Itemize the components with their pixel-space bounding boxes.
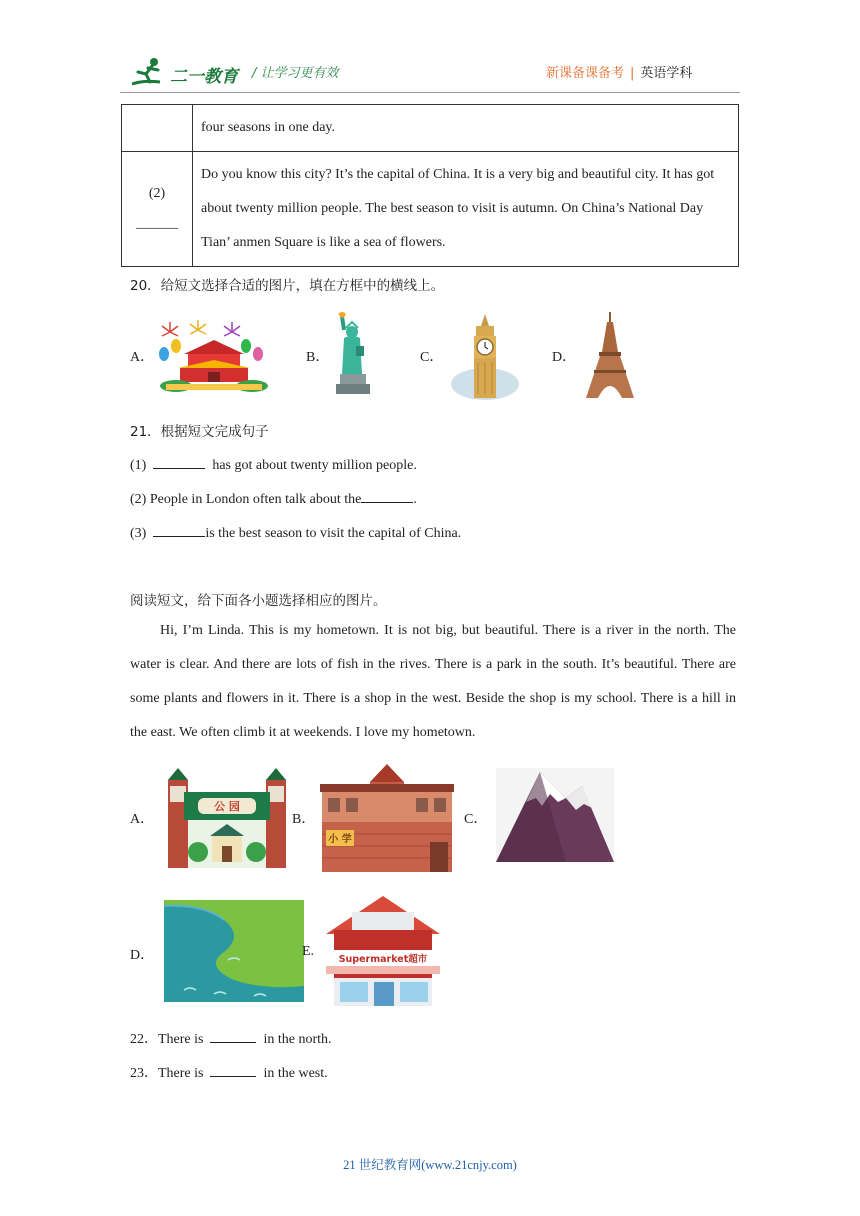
statue-of-liberty-icon — [330, 312, 376, 396]
q20-title: 20．给短文选择合适的图片，填在方框中的横线上。 — [130, 278, 445, 294]
answer-blank[interactable] — [210, 1028, 256, 1043]
q21-item-3: (3) is the best season to visit the capital of China. — [130, 522, 461, 542]
q23: 23．There is in the west. — [130, 1062, 328, 1082]
eiffel-tower-icon — [580, 312, 640, 400]
q21-item-1: (1) has got about twenty million people. — [130, 454, 417, 474]
tiananmen-icon — [156, 316, 274, 394]
answer-blank[interactable] — [153, 454, 205, 469]
q20-option-b-label: B． — [306, 350, 330, 365]
runner-logo-icon — [130, 56, 170, 90]
header-divider — [120, 92, 740, 93]
row-blank: ______ — [136, 216, 178, 231]
header-right — [546, 62, 692, 81]
supermarket-icon — [324, 894, 442, 1006]
park-sign: 公 园 — [214, 800, 240, 813]
q20-option-d-label: D． — [552, 350, 577, 365]
q22: 22．There is in the north. — [130, 1028, 332, 1048]
park-gate-icon — [164, 764, 290, 868]
table-cell-text: four seasons in one day. — [193, 105, 739, 152]
reading-option-c-label: C． — [464, 812, 488, 827]
header-highlight: 新课备课备考 — [546, 66, 625, 81]
footer-link[interactable]: 21 世纪教育网(www.21cnjy.com) — [343, 1158, 517, 1172]
river-icon — [164, 900, 304, 1002]
row-number: (2) — [148, 186, 166, 201]
q20-option-c-label: C． — [420, 350, 444, 365]
answer-blank[interactable] — [210, 1062, 256, 1077]
reading-option-a-label: A． — [130, 812, 155, 827]
reading-intro: 阅读短文，给下面各小题选择相应的图片。 — [130, 593, 387, 609]
table-row — [122, 152, 739, 267]
mountain-icon — [496, 768, 614, 862]
reading-passage: Hi, I’m Linda. This is my hometown. It is not big, but beautiful. There is a river in the north. The water is clear. And there are lots of fish in the rives. There is a park in the south. It’s beautiful. There are some plants and flowers in it. There is a shop in the west. Beside the shop is my school. There is a hill in the east. We often climb it at weekends. I love my hometown. — [130, 623, 736, 740]
q20-option-a-label: A． — [130, 350, 155, 365]
passage-table — [121, 104, 739, 267]
reading-option-d-label: D． — [130, 948, 155, 963]
answer-blank[interactable] — [153, 522, 205, 537]
q21-item-2: (2) People in London often talk about the . — [130, 488, 417, 508]
slogan: / 让学习更有效 — [252, 66, 339, 81]
q21-title: 21．根据短文完成句子 — [130, 424, 269, 440]
reading-option-b-label: B． — [292, 812, 316, 827]
supermarket-sign: Supermarket超市 — [338, 954, 428, 965]
big-ben-icon — [450, 314, 520, 400]
school-sign: 小 学 — [328, 834, 352, 845]
header-subject: 英语学科 — [640, 66, 693, 81]
table-cell-text: Do you know this city? It’s the capital of China. It is a very big and beautiful city. It has got about twenty million people. The best season to visit is autumn. On China’s National Day Tian’ anmen Square is like a sea of flowers. — [193, 152, 739, 267]
logo-text: 二一教育 — [170, 67, 238, 87]
table-cell-label — [122, 152, 193, 267]
reading-option-e-label: E. — [302, 944, 315, 959]
school-building-icon — [318, 762, 456, 874]
table-row — [122, 105, 739, 152]
answer-blank[interactable] — [361, 488, 413, 503]
header-separator: | — [630, 66, 635, 81]
